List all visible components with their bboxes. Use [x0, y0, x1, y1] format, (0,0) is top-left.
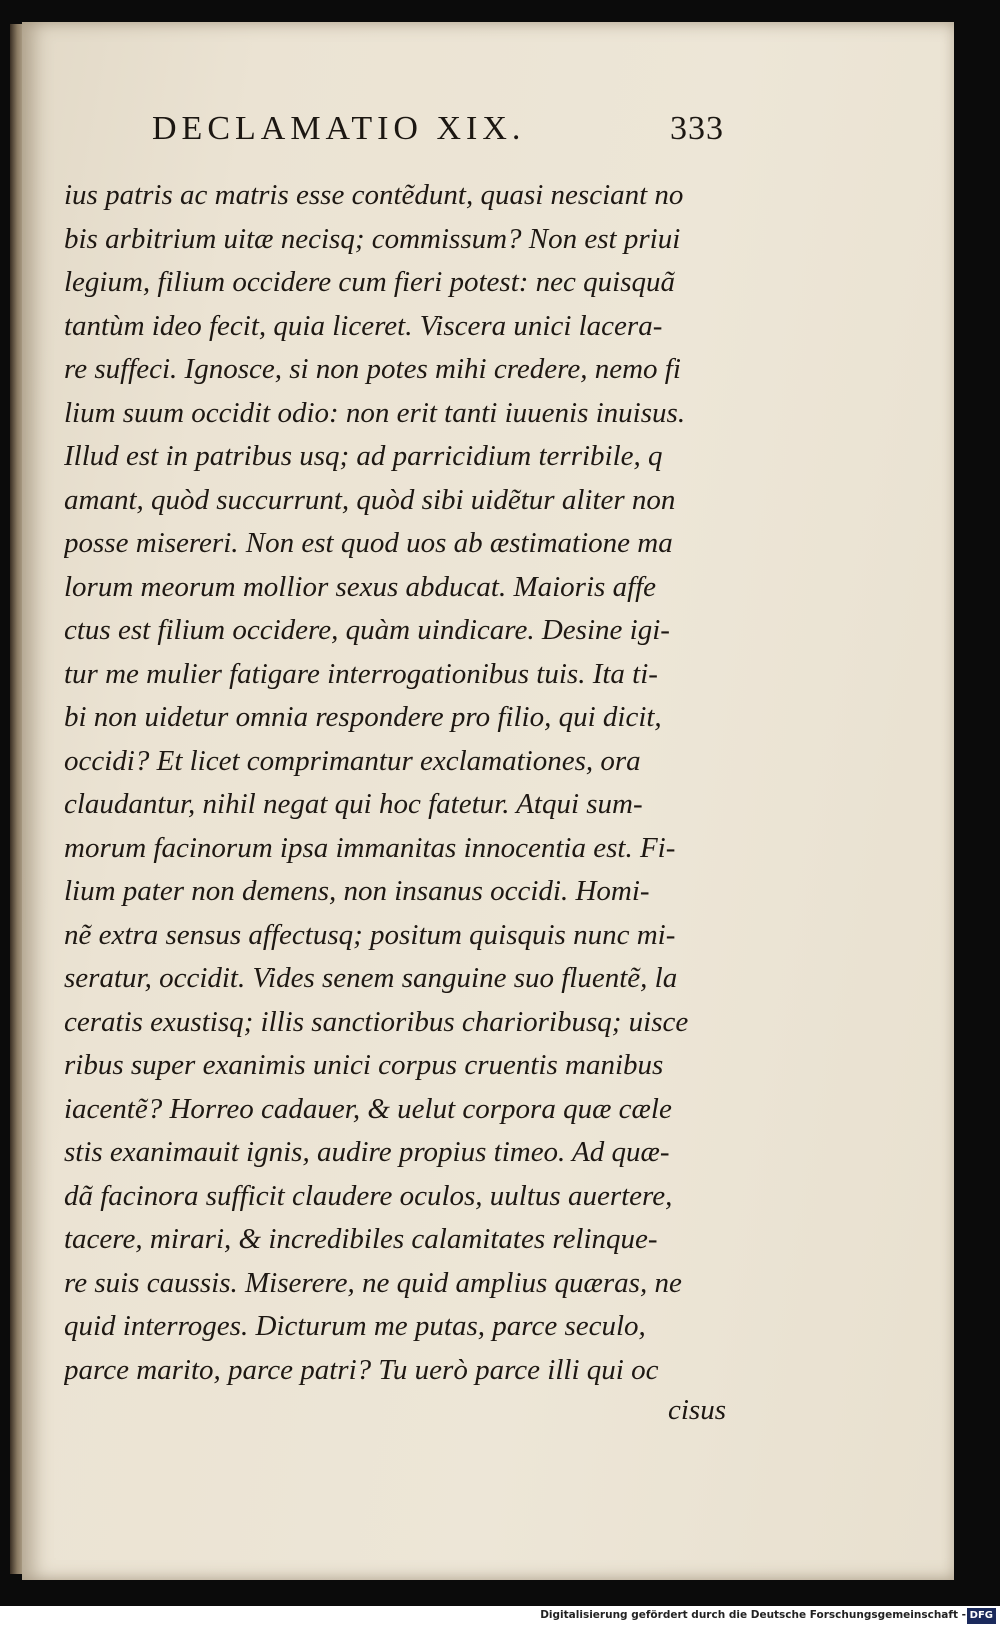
text-line: lium pater non demens, non insanus occidi. Homi- — [64, 875, 650, 907]
text-line: tur me mulier fatigare interrogationibus tuis. Ita ti- — [64, 657, 658, 690]
text-line: morum facinorum ipsa immanitas innocentia est. Fi- — [64, 831, 676, 864]
text-line: ribus super exanimis unici corpus cruentis manibus — [64, 1049, 664, 1081]
book-page — [22, 22, 954, 1580]
text-line: stis exanimauit ignis, audire propius timeo. Ad quæ- — [64, 1136, 670, 1168]
text-line: quid interroges. Dicturum me putas, parce seculo, — [64, 1310, 646, 1342]
text-block — [64, 174, 754, 1392]
text-line: lium suum occidit odio: non erit tanti iuuenis inuisus. — [64, 396, 686, 429]
text-line: re suffeci. Ignosce, si non potes mihi credere, nemo fi — [64, 353, 681, 385]
text-line: occidi? Et licet comprimantur exclamationes, ora — [64, 744, 641, 777]
text-line: ctus est filium occidere, quàm uindicare. Desine igi- — [64, 614, 670, 646]
text-line: lorum meorum mollior sexus abducat. Maioris affe — [64, 570, 657, 603]
text-line: iacentẽ? Horreo cadauer, & uelut corpora quæ cæle — [64, 1092, 672, 1125]
dfg-logo: DFG — [967, 1608, 996, 1624]
text-line: posse misereri. Non est quod uos ab æstimatione ma — [64, 527, 673, 559]
digitization-credit: Digitalisierung gefördert durch die Deutsche Forschungsgemeinschaft - — [540, 1609, 966, 1621]
catchword: cisus — [668, 1394, 726, 1426]
running-title: DECLAMATIO XIX. — [152, 110, 526, 147]
text-line: bis arbitrium uitæ necisq; commissum? Non est priui — [64, 222, 681, 255]
text-line: ceratis exustisq; illis sanctioribus charioribusq; uisce — [64, 1005, 689, 1038]
text-line: tacere, mirari, & incredibiles calamitates relinque- — [64, 1223, 658, 1255]
text-line: Illud est in patribus usq; ad parricidium terribile, q — [64, 440, 663, 472]
text-line: re suis caussis. Miserere, ne quid amplius quæras, ne — [64, 1266, 682, 1299]
text-line: ius patris ac matris esse contẽdunt, quasi nesciant no — [64, 179, 684, 211]
running-head — [152, 110, 732, 156]
text-line: amant, quòd succurrunt, quòd sibi uidẽtur aliter non — [64, 483, 676, 516]
text-line: dã facinora sufficit claudere oculos, uultus auertere, — [64, 1179, 673, 1212]
text-line: legium, filium occidere cum fieri potest: nec quisquã — [64, 266, 676, 298]
text-line: nẽ extra sensus affectusq; positum quisquis nunc mi- — [64, 918, 676, 951]
text-line: tantùm ideo fecit, quia liceret. Viscera unici lacera- — [64, 309, 663, 342]
text-line: claudantur, nihil negat qui hoc fatetur. Atqui sum- — [64, 788, 643, 820]
footer-bar — [0, 1606, 1000, 1628]
text-line: parce marito, parce patri? Tu uerò parce illi qui oc — [64, 1353, 659, 1386]
page-number: 333 — [670, 110, 724, 147]
text-line: seratur, occidit. Vides senem sanguine suo fluentẽ, la — [64, 962, 678, 994]
text-line: bi non uidetur omnia respondere pro filio, qui dicit, — [64, 701, 662, 733]
